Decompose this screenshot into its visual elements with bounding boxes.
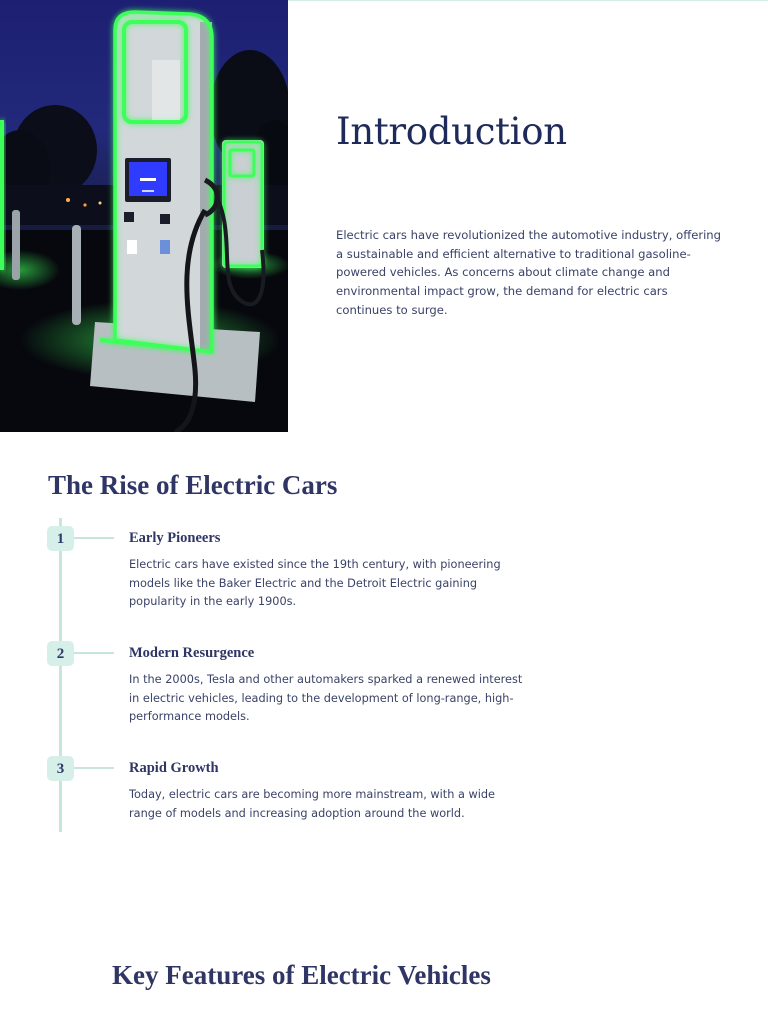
timeline-number-badge: 3: [47, 756, 74, 781]
rise-section-title: The Rise of Electric Cars: [48, 470, 338, 500]
timeline-connector: [74, 537, 114, 539]
timeline-item: [47, 516, 547, 616]
timeline-number-badge: 2: [47, 641, 74, 666]
timeline-heading: Rapid Growth: [129, 760, 219, 776]
timeline-connector: [74, 652, 114, 654]
ev-charger-photo: [0, 0, 288, 432]
timeline-heading: Modern Resurgence: [129, 645, 255, 661]
top-divider: [288, 0, 768, 1]
timeline-text: In the 2000s, Tesla and other automakers sparked a renewed interest in electric vehicles, leading to the development of long-range, high-performance models.: [129, 673, 523, 723]
timeline-item: [47, 631, 547, 731]
intro-title: Introduction: [336, 110, 567, 153]
timeline-connector: [74, 767, 114, 769]
timeline-item: [47, 746, 547, 846]
intro-paragraph: Electric cars have revolutionized the automotive industry, offering a sustainable and efficient alternative to traditional gasoline-powered vehicles. As concerns about climate change and environmental impact grow, the demand for electric cars continues to surge.: [336, 228, 722, 317]
features-section-title: Key Features of Electric Vehicles: [112, 960, 491, 990]
timeline-text: Today, electric cars are becoming more mainstream, with a wide range of models and increasing adoption around the world.: [129, 788, 495, 820]
timeline-text: Electric cars have existed since the 19th century, with pioneering models like the Baker Electric and the Detroit Electric gaining popularity in the early 1900s.: [129, 558, 501, 608]
timeline-heading: Early Pioneers: [129, 530, 221, 546]
timeline-number-badge: 1: [47, 526, 74, 551]
